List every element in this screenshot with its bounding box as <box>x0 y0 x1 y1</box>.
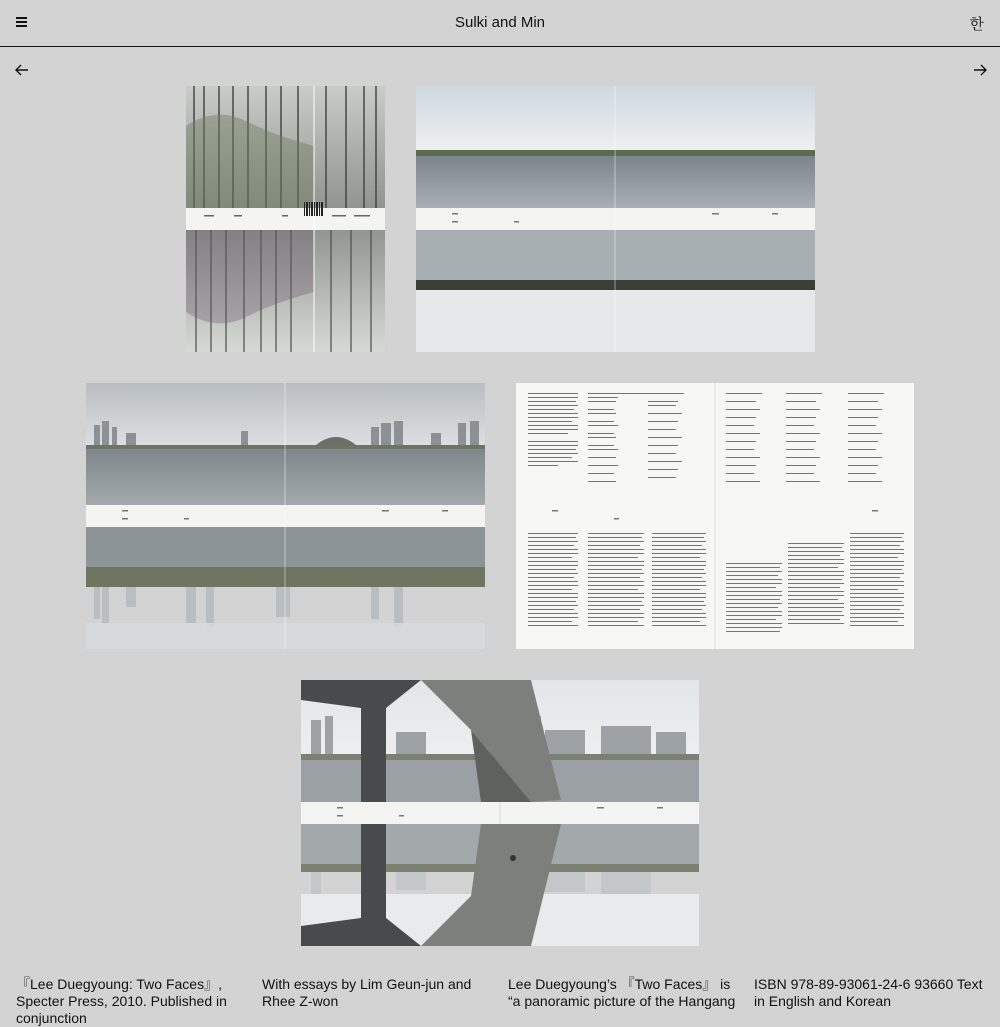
text-caption-spread-image[interactable] <box>516 383 914 649</box>
bridge-pillars-spread-image[interactable] <box>301 680 699 946</box>
footer-publication-info: 『Lee Duegyoung: Two Faces』, Specter Press, 2010. Published in conjunction <box>16 976 227 1026</box>
footer-description: Lee Duegyoung’s 『Two Faces』 is “a panoramic picture of the Hangang <box>508 976 736 1009</box>
arrow-left-icon[interactable] <box>14 62 30 78</box>
footer-isbn: ISBN 978-89-93061-24-6 93660 Text in English and Korean <box>754 976 983 1009</box>
book-cover-spread-image[interactable] <box>186 86 385 352</box>
river-horizon-spread-image[interactable] <box>416 86 815 352</box>
site-title[interactable]: Sulki and Min <box>454 14 546 31</box>
city-skyline-spread-image[interactable] <box>86 383 485 649</box>
footer-essays-info: With essays by Lim Geun-jun and Rhee Z-won <box>262 976 472 1009</box>
arrow-right-icon[interactable] <box>972 62 988 78</box>
language-toggle[interactable]: 한 <box>969 16 984 33</box>
site-header <box>0 0 1000 47</box>
